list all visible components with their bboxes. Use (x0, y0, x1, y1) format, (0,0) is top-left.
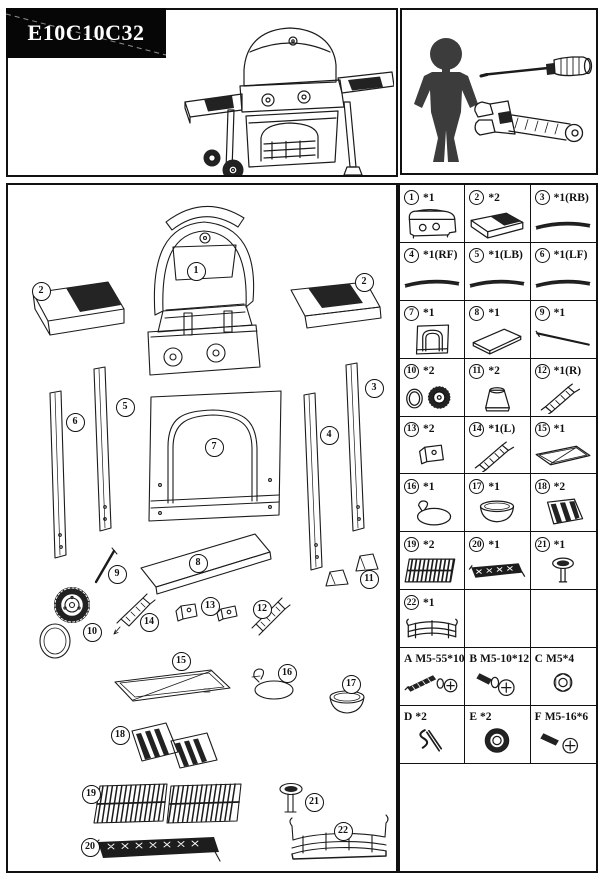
part-4-leg (304, 393, 322, 570)
part-number-badge: 20 (469, 537, 484, 552)
wheel-icon (402, 381, 462, 414)
side-shelf-icon (467, 207, 527, 240)
part-number-badge: 4 (404, 248, 419, 263)
callout-1: 1 (187, 262, 206, 281)
part-1-grill-head (148, 206, 260, 375)
hardware-spec: M5*4 (545, 653, 575, 666)
callout-15: 15 (172, 652, 191, 671)
part-number-badge: 14 (469, 422, 484, 437)
parts-cell-12: 12 *1(R) (531, 359, 596, 417)
callout-7: 7 (205, 438, 224, 457)
hardware-cell-c (531, 648, 596, 706)
part-number-badge: 18 (535, 479, 550, 494)
grease-tray-icon (533, 439, 593, 472)
parts-cell-21: 21 *1 (531, 532, 596, 590)
tools-panel (400, 8, 598, 175)
hook-ring-icon (402, 496, 462, 529)
hardware-spec: M5-16*6 (544, 711, 589, 724)
hardware-cell-f (531, 706, 596, 764)
part-number-badge: 19 (404, 537, 419, 552)
wrench-icon (475, 101, 583, 142)
parts-cell-22: 22 *1 (400, 590, 465, 648)
heat-tent-icon (533, 496, 593, 529)
grease-cup-icon (467, 496, 527, 529)
callout-12: 12 (253, 600, 272, 619)
callout-13: 13 (201, 597, 220, 616)
part-6-leg (50, 391, 66, 558)
part-3-leg (346, 363, 364, 531)
parts-cell-8: 8 *1 (465, 301, 530, 359)
part-number-badge: 6 (535, 248, 550, 263)
callout-3: 3 (365, 379, 384, 398)
callout-21: 21 (305, 793, 324, 812)
thermometer-icon (533, 554, 593, 587)
parts-cell-empty-1 (465, 590, 530, 648)
hardware-letter: E (469, 711, 477, 724)
parts-cell-1: 1 *1 (400, 185, 465, 243)
parts-cell-14: 14 *1(L) (465, 417, 530, 475)
screwdriver-icon (481, 57, 592, 76)
bolt-short-icon (467, 666, 527, 699)
callout-22: 22 (334, 822, 353, 841)
callout-2-left: 2 (32, 282, 51, 301)
parts-cell-17: 17 *1 (465, 474, 530, 532)
parts-cell-7: 7 *1 (400, 301, 465, 359)
part-20-burner-support (94, 837, 220, 861)
cooking-grate-icon (402, 554, 462, 587)
hardware-letter: A (404, 653, 413, 666)
bottom-shelf-icon (467, 323, 527, 356)
part-number-badge: 16 (404, 479, 419, 494)
parts-cell-3: 3 *1(RB) (531, 185, 596, 243)
part-number-badge: 12 (535, 364, 550, 379)
support-bracket-icon (533, 381, 593, 414)
washer-icon (467, 724, 527, 757)
support-bracket-icon (467, 439, 527, 472)
hardware-spec: *2 (415, 711, 427, 724)
parts-cell-13: 13 *2 (400, 417, 465, 475)
cotter-pin-icon (402, 724, 462, 757)
hardware-spec: *2 (480, 711, 492, 724)
callout-18: 18 (111, 726, 130, 745)
parts-cell-19: 19 *2 (400, 532, 465, 590)
part-number-badge: 22 (404, 595, 419, 610)
hardware-letter: F (534, 711, 542, 724)
parts-cell-empty-2 (531, 590, 596, 648)
exploded-diagram-art (8, 185, 396, 871)
hardware-letter: D (404, 711, 413, 724)
parts-cell-10: 10 *2 (400, 359, 465, 417)
parts-table-footer-cell (400, 764, 596, 871)
parts-cell-9: 9 *1 (531, 301, 596, 359)
callout-5: 5 (116, 398, 135, 417)
hardware-spec: M5-10*12 (480, 653, 530, 666)
leg-icon (533, 207, 593, 240)
callout-17: 17 (342, 675, 361, 694)
part-number-badge: 1 (404, 190, 419, 205)
part-5-leg (94, 367, 111, 531)
part-19-cooking-grates (94, 784, 241, 823)
parts-cell-18: 18 *2 (531, 474, 596, 532)
foot-icon (467, 381, 527, 414)
parts-cell-11: 11 *2 (465, 359, 530, 417)
parts-cell-2: 2 *2 (465, 185, 530, 243)
hardware-spec: M5-55*10 (415, 653, 465, 666)
warming-rack-icon (402, 612, 462, 645)
clip-bracket-icon (402, 439, 462, 472)
part-18-heat-tents (132, 723, 217, 768)
callout-9: 9 (108, 565, 127, 584)
parts-cell-15: 15 *1 (531, 417, 596, 475)
firebox-icon (402, 207, 462, 240)
part-number-badge: 21 (535, 537, 550, 552)
part-number-badge: 5 (469, 248, 484, 263)
hardware-letter: C (534, 653, 543, 666)
callout-14: 14 (140, 613, 159, 632)
hardware-cell-b (465, 648, 530, 706)
part-number-badge: 13 (404, 422, 419, 437)
callout-2-right: 2 (355, 273, 374, 292)
part-number-badge: 9 (535, 306, 550, 321)
part-10-wheel (40, 588, 90, 659)
hardware-cell-d (400, 706, 465, 764)
bolt-long-icon (402, 666, 462, 699)
burner-support-icon (467, 554, 527, 587)
callout-16: 16 (278, 664, 297, 683)
callout-8: 8 (189, 554, 208, 573)
assembled-grill-panel (6, 8, 398, 177)
hardware-cell-e (465, 706, 530, 764)
assembled-grill-illustration (6, 12, 394, 175)
part-17-grease-cup (330, 691, 364, 713)
leg-icon (402, 265, 462, 298)
parts-cell-4: 4 *1(RF) (400, 243, 465, 301)
exploded-diagram-panel (6, 183, 398, 873)
callout-19: 19 (82, 785, 101, 804)
part-number-badge: 3 (535, 190, 550, 205)
parts-cell-16: 16 *1 (400, 474, 465, 532)
leg-icon (533, 265, 593, 298)
hardware-letter: B (469, 653, 477, 666)
callout-10: 10 (83, 623, 102, 642)
parts-cell-6: 6 *1(LF) (531, 243, 596, 301)
parts-table (398, 183, 598, 873)
model-number: E10C10C32 (27, 20, 145, 45)
callout-6: 6 (66, 413, 85, 432)
leg-icon (467, 265, 527, 298)
bolt-washer-icon (533, 724, 593, 757)
part-number-badge: 15 (535, 422, 550, 437)
part-number-badge: 8 (469, 306, 484, 321)
part-number-badge: 7 (404, 306, 419, 321)
part-number-badge: 11 (469, 364, 484, 379)
callout-11: 11 (360, 570, 379, 589)
parts-cell-5: 5 *1(LB) (465, 243, 530, 301)
part-number-badge: 2 (469, 190, 484, 205)
tools-illustration (402, 10, 596, 173)
hardware-cell-a (400, 648, 465, 706)
callout-4: 4 (320, 426, 339, 445)
part-number-badge: 17 (469, 479, 484, 494)
parts-cell-20: 20 *1 (465, 532, 530, 590)
front-panel-icon (402, 323, 462, 356)
part-15-grease-tray (115, 670, 230, 701)
axle-rod-icon (533, 323, 593, 356)
nut-icon (533, 666, 593, 699)
part-number-badge: 10 (404, 364, 419, 379)
part-21-thermometer (280, 784, 302, 813)
callout-20: 20 (81, 838, 100, 857)
person-silhouette-icon (414, 38, 478, 162)
